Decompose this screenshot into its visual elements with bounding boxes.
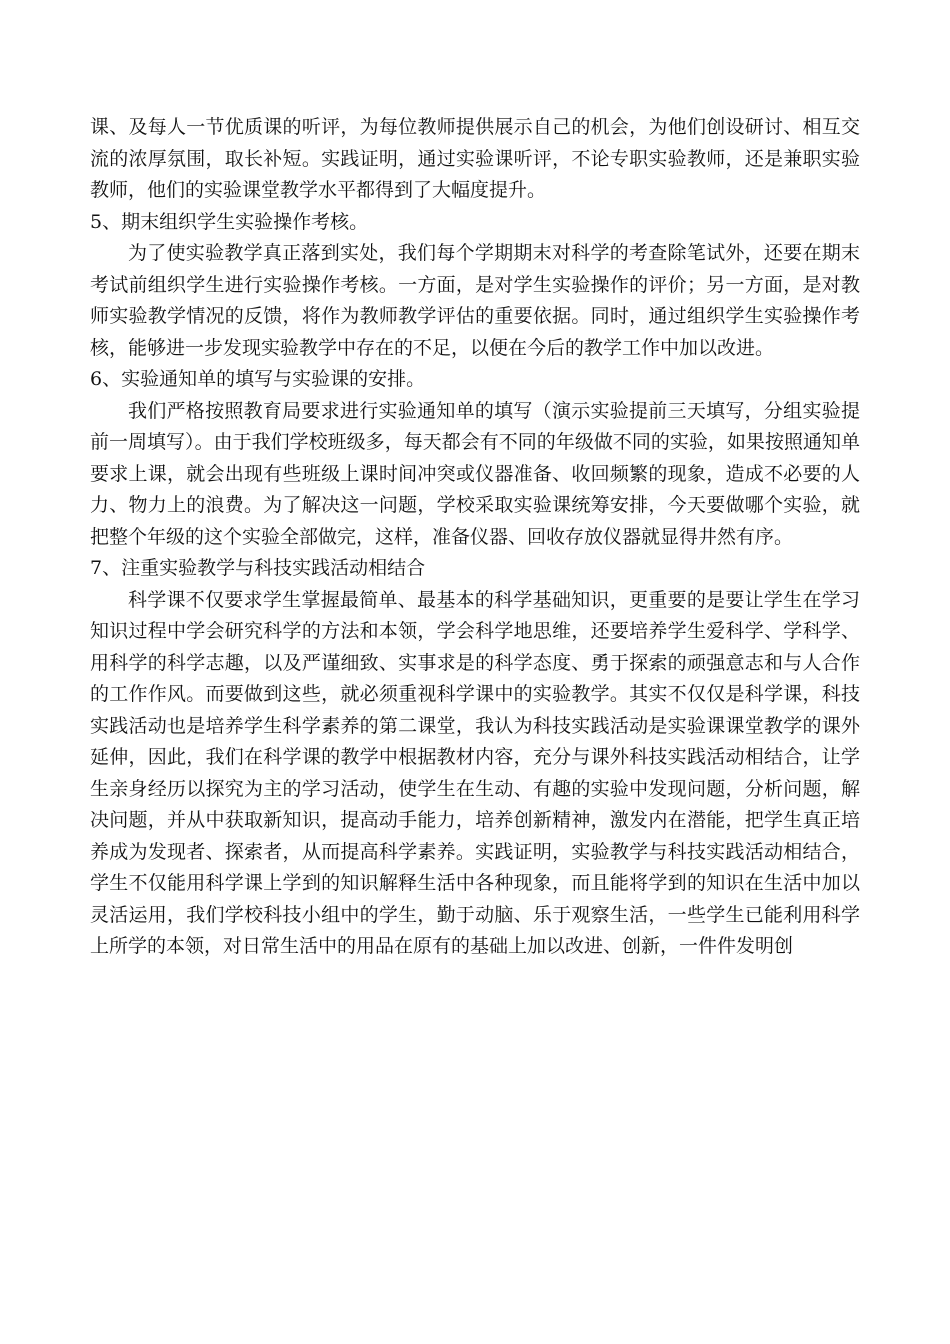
section-heading-7: 7、注重实验教学与科技实践活动相结合 (90, 557, 426, 579)
paragraph-section-7: 科学课不仅要求学生掌握最简单、最基本的科学基础知识，更重要的是要让学生在学习知识过程中学会研究科学的方法和本领，学会科学地思维，还要培养学生爱科学、学科学、用科学的科学志趣，以及严谨细致、实事求是的科学态度、勇于探索的顽强意志和与人合作的工作作风。而要做到这些，就必须重视科学课中的实验教学。其实不仅仅是科学课，科技实践活动也是培养学生科学素养的第二课堂，我认为科技实践活动是实验课课堂教学的课外延伸，因此，我们在科学课的教学中根据教材内容，充分与课外科技实践活动相结合，让学生亲身经历以探究为主的学习活动，使学生在生动、有趣的实验中发现问题，分析问题，解决问题，并从中获取新知识，提高动手能力，培养创新精神，激发内在潜能，把学生真正培养成为发现者、探索者，从而提高科学素养。实践证明，实验教学与科技实践活动相结合，学生不仅能用科学课上学到的知识解释生活中各种现象，而且能将学到的知识在生活中加以灵活运用，我们学校科技小组中的学生，勤于动脑、乐于观察生活，一些学生已能利用科学上所学的本领，对日常生活中的用品在原有的基础上加以改进、创新，一件件发明创 (90, 588, 860, 957)
paragraph-section-5: 为了使实验教学真正落到实处，我们每个学期期末对科学的考查除笔试外，还要在期末考试前组织学生进行实验操作考核。一方面，是对学生实验操作的评价；另一方面，是对教师实验教学情况的反馈，将作为教师教学评估的重要依据。同时，通过组织学生实验操作考核，能够进一步发现实验教学中存在的不足，以便在今后的教学工作中加以改进。 (90, 242, 860, 359)
section-heading-5: 5、期末组织学生实验操作考核。 (90, 210, 369, 233)
document-body (90, 112, 860, 963)
paragraph-continuation: 课、及每人一节优质课的听评，为每位教师提供展示自己的机会，为他们创设研讨、相互交流的浓厚氛围，取长补短。实践证明，通过实验课听评，不论专职实验教师，还是兼职实验教师，他们的实验课堂教学水平都得到了大幅度提升。 (90, 116, 860, 201)
section-heading-6: 6、实验通知单的填写与实验课的安排。 (90, 368, 426, 390)
paragraph-section-6: 我们严格按照教育局要求进行实验通知单的填写（演示实验提前三天填写，分组实验提前一周填写）。由于我们学校班级多，每天都会有不同的年级做不同的实验，如果按照通知单要求上课，就会出现有些班级上课时间冲突或仪器准备、收回频繁的现象，造成不必要的人力、物力上的浪费。为了解决这一问题，学校采取实验课统筹安排，今天要做哪个实验，就把整个年级的这个实验全部做完，这样，准备仪器、回收存放仪器就显得井然有序。 (90, 399, 860, 548)
